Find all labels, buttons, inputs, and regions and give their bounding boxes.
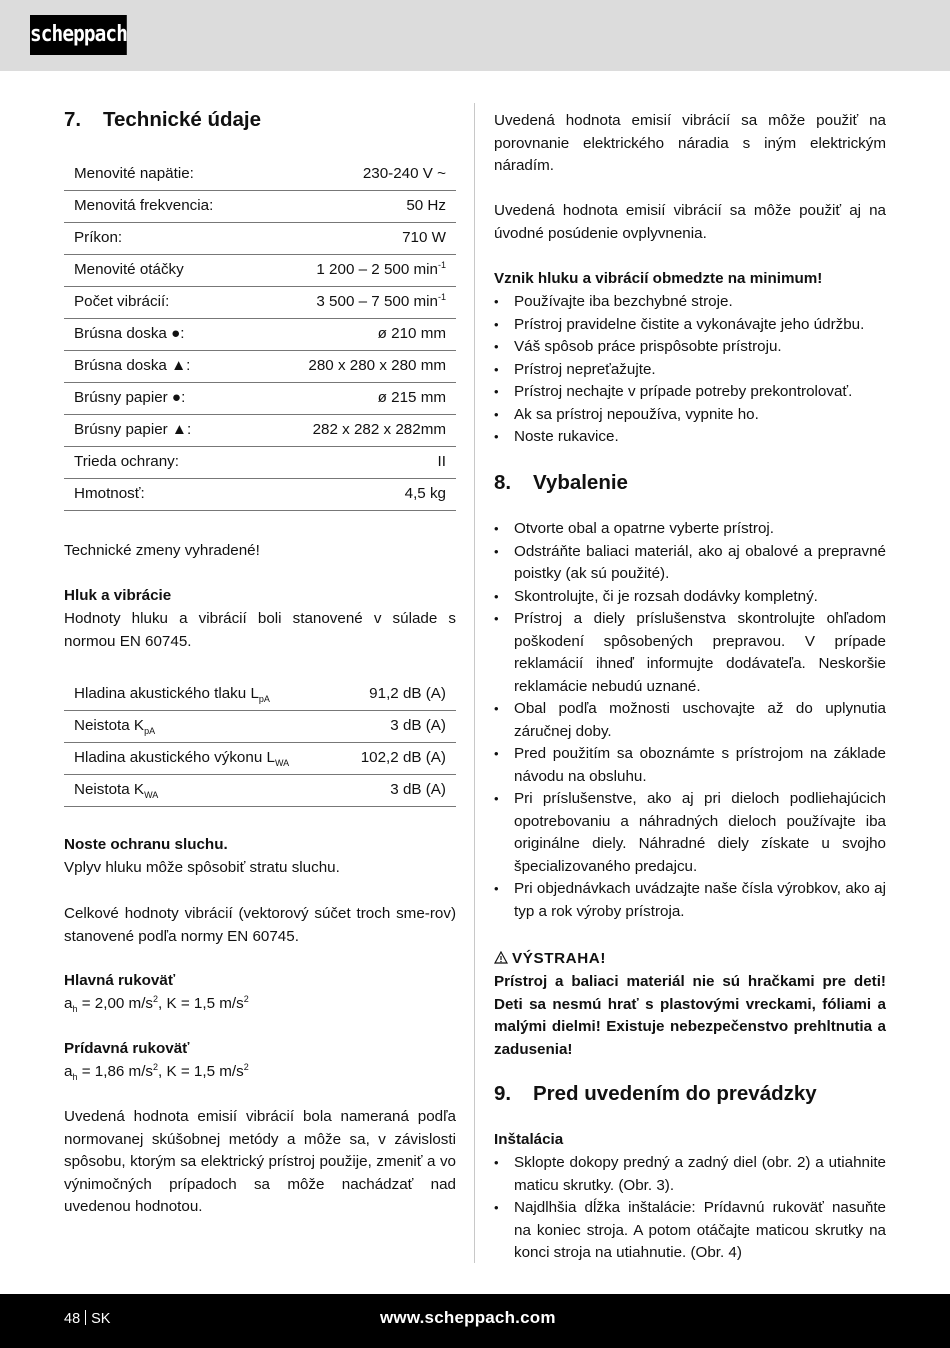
hearing-protection-heading: Noste ochranu sluchu. bbox=[64, 836, 228, 853]
installation-heading: Inštalácia bbox=[494, 1131, 564, 1148]
list-item: • Pred použitím sa oboznámte s prístrojom na základe návodu na obsluhu. bbox=[494, 743, 886, 788]
emission-text: Uvedená hodnota emisií vibrácií bola nameraná podľa normovanej skúšobnej metódy a môže sa, v závislosti spôsobu, ktorým sa elektrický prístroj použije, zmeniť a vo výnimočných prípadoch sa môže nachádzať nad uvedenou hodnotou. bbox=[64, 1108, 456, 1215]
spec-label: Brúsny papier ▲: bbox=[64, 415, 261, 447]
emission-assessment-text: Uvedená hodnota emisií vibrácií sa môže použiť aj na úvodné posúdenie ovplyvnenia. bbox=[494, 202, 886, 242]
column-divider bbox=[474, 103, 475, 1263]
vibration-total-text: Celkové hodnoty vibrácií (vektorový súčet troch sme-rov) stanovené podľa normy EN 60745. bbox=[64, 905, 456, 945]
list-item: • Používajte iba bezchybné stroje. bbox=[494, 291, 886, 314]
list-item: • Prístroj a diely príslušenstva skontrolujte ohľadom poškodení spôsobených prepravou. V prípade reklamácií ihneď informujte dodávateľa. Neskoršie reklamácie nebudú uznané. bbox=[494, 608, 886, 698]
spec-label: Brúsna doska ▲: bbox=[64, 351, 261, 383]
tech-changes-note: Technické zmeny vyhradené! bbox=[64, 542, 260, 559]
list-item: • Ak sa prístroj nepoužíva, vypnite ho. bbox=[494, 404, 886, 427]
spec-row bbox=[64, 415, 456, 447]
warning-triangle-icon bbox=[494, 951, 508, 964]
noise-value: 3 dB (A) bbox=[335, 775, 456, 807]
spec-row bbox=[64, 255, 456, 287]
spec-row bbox=[64, 383, 456, 415]
spec-label: Menovité otáčky bbox=[64, 255, 261, 287]
spec-label: Hmotnosť: bbox=[64, 479, 261, 511]
minimize-noise-list bbox=[494, 291, 886, 449]
noise-table bbox=[64, 679, 456, 807]
spec-row bbox=[64, 447, 456, 479]
aux-handle-values: $a_h = 1,86$ $m/s^2$, K = 1,5 $m/s^2$ bbox=[64, 1062, 249, 1082]
hearing-protection-text: Vplyv hluku môže spôsobiť stratu sluchu. bbox=[64, 859, 340, 876]
warning-label: VÝSTRAHA! bbox=[494, 948, 606, 971]
header-bar bbox=[0, 0, 950, 71]
main-handle-values: $a_h = 2,00$ $m/s^2$, K = 1,5 $m/s^2$ bbox=[64, 994, 249, 1014]
page-number: 48 bbox=[64, 1311, 81, 1327]
spec-value: ø 210 mm bbox=[261, 319, 456, 351]
noise-text: Hodnoty hluku a vibrácií boli stanovené v súlade s normou EN 60745. bbox=[64, 610, 456, 650]
warning-text: Prístroj a baliaci materiál nie sú hračkami pre deti! Deti sa nesmú hrať s plastovými vreckami, fóliami a malými dielmi! Existuje nebezpečenstvo prehltnutia a zadusenia! bbox=[494, 973, 886, 1058]
list-item: • Obal podľa možnosti uschovajte až do uplynutia záručnej doby. bbox=[494, 698, 886, 743]
spec-row bbox=[64, 159, 456, 191]
list-item: • Váš spôsob práce prispôsobte prístroju. bbox=[494, 336, 886, 359]
spec-value: 230-240 V ~ bbox=[261, 159, 456, 191]
noise-label: Hladina akustického výkonu $L_{WA}$ bbox=[64, 743, 335, 775]
spec-value: 282 x 282 x 282mm bbox=[261, 415, 456, 447]
spec-row bbox=[64, 319, 456, 351]
website-link[interactable]: www.scheppach.com bbox=[380, 1308, 556, 1327]
list-item: • Pri objednávkach uvádzajte naše čísla výrobkov, ako aj typ a rok výroby prístroja. bbox=[494, 878, 886, 923]
list-item: • Otvorte obal a opatrne vyberte prístroj. bbox=[494, 518, 886, 541]
separator bbox=[85, 1310, 86, 1325]
scheppach-logo: scheppach bbox=[30, 15, 127, 55]
spec-value: 50 Hz bbox=[261, 191, 456, 223]
list-item: • Prístroj nepreťažujte. bbox=[494, 359, 886, 382]
spec-value: 280 x 280 x 280 mm bbox=[261, 351, 456, 383]
installation-list bbox=[494, 1152, 886, 1265]
noise-label: Neistota $K_{pA}$ bbox=[64, 711, 335, 743]
noise-row bbox=[64, 711, 456, 743]
noise-value: 91,2 dB (A) bbox=[335, 679, 456, 711]
spec-label: Počet vibrácií: bbox=[64, 287, 261, 319]
list-item: • Skontrolujte, či je rozsah dodávky kompletný. bbox=[494, 586, 886, 609]
emission-comparison-text: Uvedená hodnota emisií vibrácií sa môže použiť na porovnanie elektrického náradia s iným elektrickým náradím. bbox=[494, 112, 886, 174]
page-indicator bbox=[64, 1310, 110, 1327]
spec-value: 1 200 – 2 500 $\min^{-1}$ bbox=[261, 255, 456, 287]
minimize-noise-heading: Vznik hluku a vibrácií obmedzte na minimum! bbox=[494, 270, 823, 287]
spec-row bbox=[64, 223, 456, 255]
aux-handle-heading: Prídavná rukoväť bbox=[64, 1040, 190, 1057]
spec-row bbox=[64, 351, 456, 383]
spec-label: Trieda ochrany: bbox=[64, 447, 261, 479]
spec-value: 710 W bbox=[261, 223, 456, 255]
language-code: SK bbox=[91, 1311, 111, 1327]
noise-label: Hladina akustického tlaku $L_{pA}$ bbox=[64, 679, 335, 711]
list-item: • Sklopte dokopy predný a zadný diel (obr. 2) a utiahnite maticu skrutky. (Obr. 3). bbox=[494, 1152, 886, 1197]
section-9-heading: 9. Pred uvedením do prevádzky bbox=[494, 1082, 817, 1105]
noise-value: 3 dB (A) bbox=[335, 711, 456, 743]
noise-heading: Hluk a vibrácie bbox=[64, 587, 172, 604]
noise-label: Neistota $K_{WA}$ bbox=[64, 775, 335, 807]
list-item: • Odstráňte baliaci materiál, ako aj obalové a prepravné poistky (ak sú použité). bbox=[494, 541, 886, 586]
spec-row bbox=[64, 479, 456, 511]
spec-value: 3 500 – 7 500 $\min^{-1}$ bbox=[261, 287, 456, 319]
noise-row bbox=[64, 775, 456, 807]
list-item: • Prístroj nechajte v prípade potreby prekontrolovať. bbox=[494, 381, 886, 404]
noise-row bbox=[64, 679, 456, 711]
spec-label: Brúsna doska ●: bbox=[64, 319, 261, 351]
list-item: • Najdlhšia dĺžka inštalácie: Prídavnú rukoväť nasuňte na koniec stroja. A potom otáčajte maticou skrutky na konci stroja na utiahnutie. (Obr. 4) bbox=[494, 1197, 886, 1265]
spec-label: Menovité napätie: bbox=[64, 159, 261, 191]
unpacking-list bbox=[494, 518, 886, 923]
spec-value: ø 215 mm bbox=[261, 383, 456, 415]
spec-row bbox=[64, 287, 456, 319]
tech-specs-table bbox=[64, 159, 456, 511]
main-handle-heading: Hlavná rukoväť bbox=[64, 972, 176, 989]
footer-bar bbox=[0, 1294, 950, 1348]
spec-label: Príkon: bbox=[64, 223, 261, 255]
spec-label: Brúsny papier ●: bbox=[64, 383, 261, 415]
spec-value: II bbox=[261, 447, 456, 479]
spec-value: 4,5 kg bbox=[261, 479, 456, 511]
list-item: • Prístroj pravidelne čistite a vykonávajte jeho údržbu. bbox=[494, 314, 886, 337]
noise-row bbox=[64, 743, 456, 775]
section-8-heading: 8. Vybalenie bbox=[494, 471, 628, 494]
section-7-heading: 7. Technické údaje bbox=[64, 108, 261, 131]
spec-row bbox=[64, 191, 456, 223]
noise-value: 102,2 dB (A) bbox=[335, 743, 456, 775]
spec-label: Menovitá frekvencia: bbox=[64, 191, 261, 223]
list-item: • Noste rukavice. bbox=[494, 426, 886, 449]
list-item: • Pri príslušenstve, ako aj pri dieloch podliehajúcich opotrebovaniu a náhradných dieloch používajte iba originálne diely. Náhradné diely získate u svojho špecializovaného predajcu. bbox=[494, 788, 886, 878]
